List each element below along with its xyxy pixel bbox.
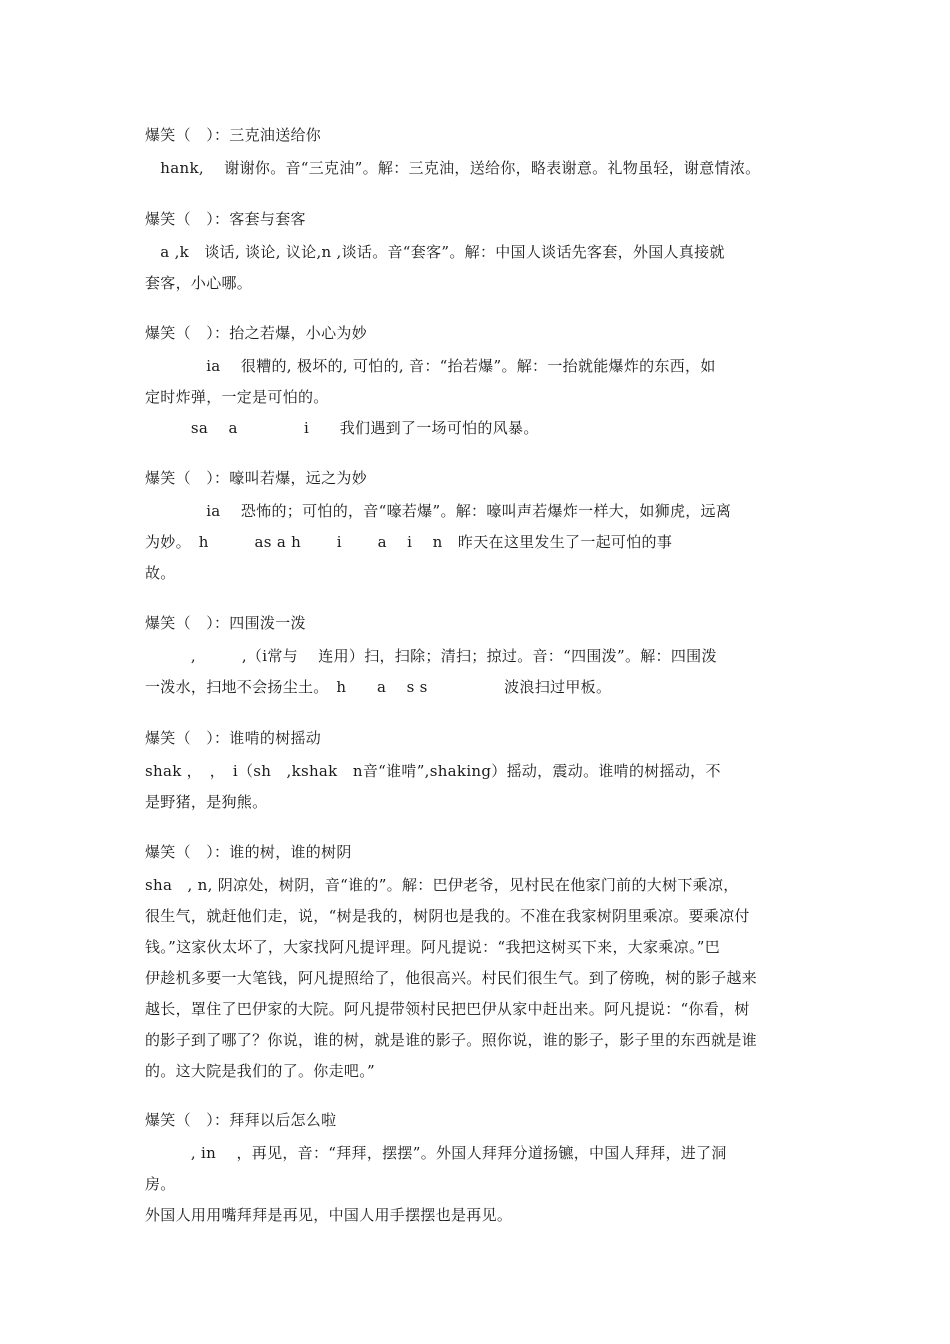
body-line: , ,（i常与 连用）扫，扫除；清扫；掠过。音：“四围泼”。解：四围泼 [145, 647, 717, 665]
joke-section [145, 726, 810, 818]
joke-heading: 爆笑（ ）：抬之若爆，小心为妙 [145, 324, 368, 342]
joke-heading: 爆笑（ ）：拜拜以后怎么啦 [145, 1111, 337, 1129]
body-line: sa a i 我们遇到了一场可怕的风暴。 [145, 419, 539, 437]
body-line: 故。 [145, 564, 176, 582]
body-line: 外国人用用嘴拜拜是再见，中国人用手摆摆也是再见。 [145, 1206, 513, 1224]
body-line: 钱。”这家伙太坏了，大家找阿凡提评理。阿凡提说：“我把这树买下来，大家乘凉。”巴 [145, 938, 721, 956]
joke-heading: 爆笑（ ）：谁的树，谁的树阴 [145, 843, 352, 861]
body-line: sha , n, 阴凉处，树阴，音“谁的”。解：巴伊老爷，见村民在他家门前的大树下乘凉， [145, 876, 739, 894]
joke-heading: 爆笑（ ）：嚎叫若爆，远之为妙 [145, 469, 368, 487]
body-line: ia 恐怖的；可怕的，音“嚎若爆”。解：嚎叫声若爆炸一样大，如狮虎，远离 [145, 502, 732, 520]
body-line: shak ， ， i（sh ,kshak n音“谁啃”,shaking）摇动，震动。谁啃的树摇动，不 [145, 762, 721, 780]
body-line: 的。这大院是我们的了。你走吧。” [145, 1062, 375, 1080]
joke-section [145, 611, 810, 703]
joke-section [145, 321, 810, 444]
joke-section [145, 207, 810, 299]
body-line: 是野猪，是狗熊。 [145, 793, 268, 811]
joke-section [145, 123, 810, 184]
body-line: 的影子到了哪了？你说，谁的树，就是谁的影子。照你说，谁的影子，影子里的东西就是谁 [145, 1031, 758, 1049]
joke-section [145, 466, 810, 589]
body-line: 房。 [145, 1175, 176, 1193]
joke-heading: 爆笑（ ）：三克油送给你 [145, 126, 322, 144]
body-line: 为妙。 h as a h i a i n 昨天在这里发生了一起可怕的事 [145, 533, 673, 551]
body-line: 伊趁机多要一大笔钱，阿凡提照给了，他很高兴。村民们很生气。到了傍晚，树的影子越来 [145, 969, 758, 987]
joke-heading: 爆笑（ ）：谁啃的树摇动 [145, 729, 322, 747]
joke-section [145, 840, 810, 1087]
joke-heading: 爆笑（ ）：四围泼一泼 [145, 614, 306, 632]
body-line: 很生气，就赶他们走，说，“树是我的，树阴也是我的。不准在我家树阴里乘凉。要乘凉付 [145, 907, 750, 925]
body-line: ia 很糟的, 极坏的, 可怕的, 音：“抬若爆”。解：一抬就能爆炸的东西，如 [145, 357, 716, 375]
body-line: a ,k 谈话, 谈论, 议论,n ,谈话。音“套客”。解：中国人谈话先客套，外国人真接就 [145, 243, 725, 261]
body-line: 定时炸弹，一定是可怕的。 [145, 388, 329, 406]
body-line: 套客，小心哪。 [145, 274, 253, 292]
body-line: hank, 谢谢你。音“三克油”。解：三克油，送给你，略表谢意。礼物虽轻，谢意情浓。 [145, 159, 761, 177]
body-line: 一泼水，扫地不会扬尘土。 h a s s 波浪扫过甲板。 [145, 678, 612, 696]
body-line: 越长，罩住了巴伊家的大院。阿凡提带领村民把巴伊从家中赶出来。阿凡提说：“你看，树 [145, 1000, 750, 1018]
joke-heading: 爆笑（ ）：客套与套客 [145, 210, 306, 228]
body-line: , in ，再见，音：“拜拜，摆摆”。外国人拜拜分道扬镳，中国人拜拜，进了洞 [145, 1144, 727, 1162]
joke-section [145, 1108, 810, 1231]
